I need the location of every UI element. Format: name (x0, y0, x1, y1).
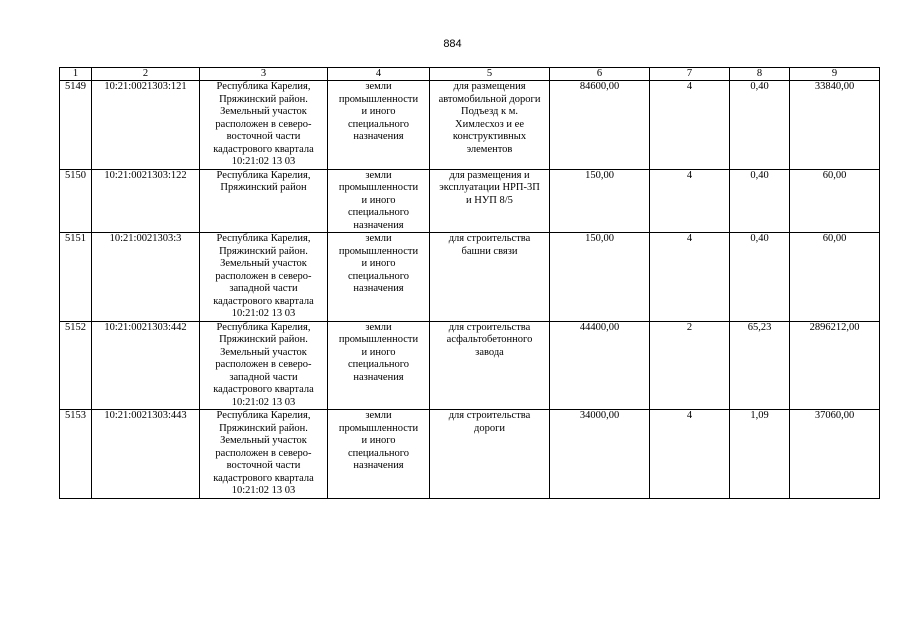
cadastral-number: 10:21:0021303:122 (92, 169, 200, 233)
col9-value: 60,00 (790, 233, 880, 322)
col9-value: 60,00 (790, 169, 880, 233)
col7-value: 4 (650, 410, 730, 499)
row-number: 5152 (60, 321, 92, 410)
col8-value: 0,40 (730, 233, 790, 322)
col-header-2: 2 (92, 68, 200, 81)
land-category: земли промышленности и иного специального назначения (328, 233, 430, 322)
col-header-8: 8 (730, 68, 790, 81)
col8-value: 0,40 (730, 169, 790, 233)
row-number: 5150 (60, 169, 92, 233)
header-row (60, 68, 880, 81)
permitted-use: для строительства дороги (430, 410, 550, 499)
table-row (60, 233, 880, 322)
permitted-use: для размещения и эксплуатации НРП-3П и НУП 8/5 (430, 169, 550, 233)
table-row (60, 321, 880, 410)
col-header-9: 9 (790, 68, 880, 81)
location: Республика Карелия, Пряжинский район. Земельный участок расположен в северо- восточной части кадастрового квартала 10:21:02 13 03 (200, 410, 328, 499)
row-number: 5151 (60, 233, 92, 322)
area-value: 150,00 (550, 169, 650, 233)
land-register-table (59, 67, 880, 499)
cadastral-number: 10:21:0021303:443 (92, 410, 200, 499)
row-number: 5153 (60, 410, 92, 499)
col-header-4: 4 (328, 68, 430, 81)
area-value: 150,00 (550, 233, 650, 322)
land-category: земли промышленности и иного специального назначения (328, 410, 430, 499)
area-value: 44400,00 (550, 321, 650, 410)
cadastral-number: 10:21:0021303:121 (92, 81, 200, 170)
col9-value: 33840,00 (790, 81, 880, 170)
col-header-1: 1 (60, 68, 92, 81)
location: Республика Карелия, Пряжинский район (200, 169, 328, 233)
col9-value: 37060,00 (790, 410, 880, 499)
location: Республика Карелия, Пряжинский район. Земельный участок расположен в северо- западной части кадастрового квартала 10:21:02 13 03 (200, 321, 328, 410)
permitted-use: для строительства асфальтобетонного завода (430, 321, 550, 410)
land-category: земли промышленности и иного специального назначения (328, 321, 430, 410)
cadastral-number: 10:21:0021303:3 (92, 233, 200, 322)
cadastral-number: 10:21:0021303:442 (92, 321, 200, 410)
col9-value: 2896212,00 (790, 321, 880, 410)
col-header-7: 7 (650, 68, 730, 81)
col7-value: 4 (650, 169, 730, 233)
permitted-use: для размещения автомобильной дороги Подъезд к м. Химлесхоз и ее конструктивных элементов (430, 81, 550, 170)
area-value: 34000,00 (550, 410, 650, 499)
table-row (60, 169, 880, 233)
col8-value: 65,23 (730, 321, 790, 410)
col7-value: 4 (650, 233, 730, 322)
col-header-5: 5 (430, 68, 550, 81)
land-category: земли промышленности и иного специального назначения (328, 81, 430, 170)
col-header-3: 3 (200, 68, 328, 81)
col8-value: 0,40 (730, 81, 790, 170)
col7-value: 4 (650, 81, 730, 170)
col-header-6: 6 (550, 68, 650, 81)
table-row (60, 81, 880, 170)
location: Республика Карелия, Пряжинский район. Земельный участок расположен в северо- западной части кадастрового квартала 10:21:02 13 03 (200, 233, 328, 322)
col8-value: 1,09 (730, 410, 790, 499)
table-row (60, 410, 880, 499)
row-number: 5149 (60, 81, 92, 170)
land-category: земли промышленности и иного специального назначения (328, 169, 430, 233)
permitted-use: для строительства башни связи (430, 233, 550, 322)
col7-value: 2 (650, 321, 730, 410)
location: Республика Карелия, Пряжинский район. Земельный участок расположен в северо- восточной части кадастрового квартала 10:21:02 13 03 (200, 81, 328, 170)
area-value: 84600,00 (550, 81, 650, 170)
page-number: 884 (443, 38, 462, 50)
